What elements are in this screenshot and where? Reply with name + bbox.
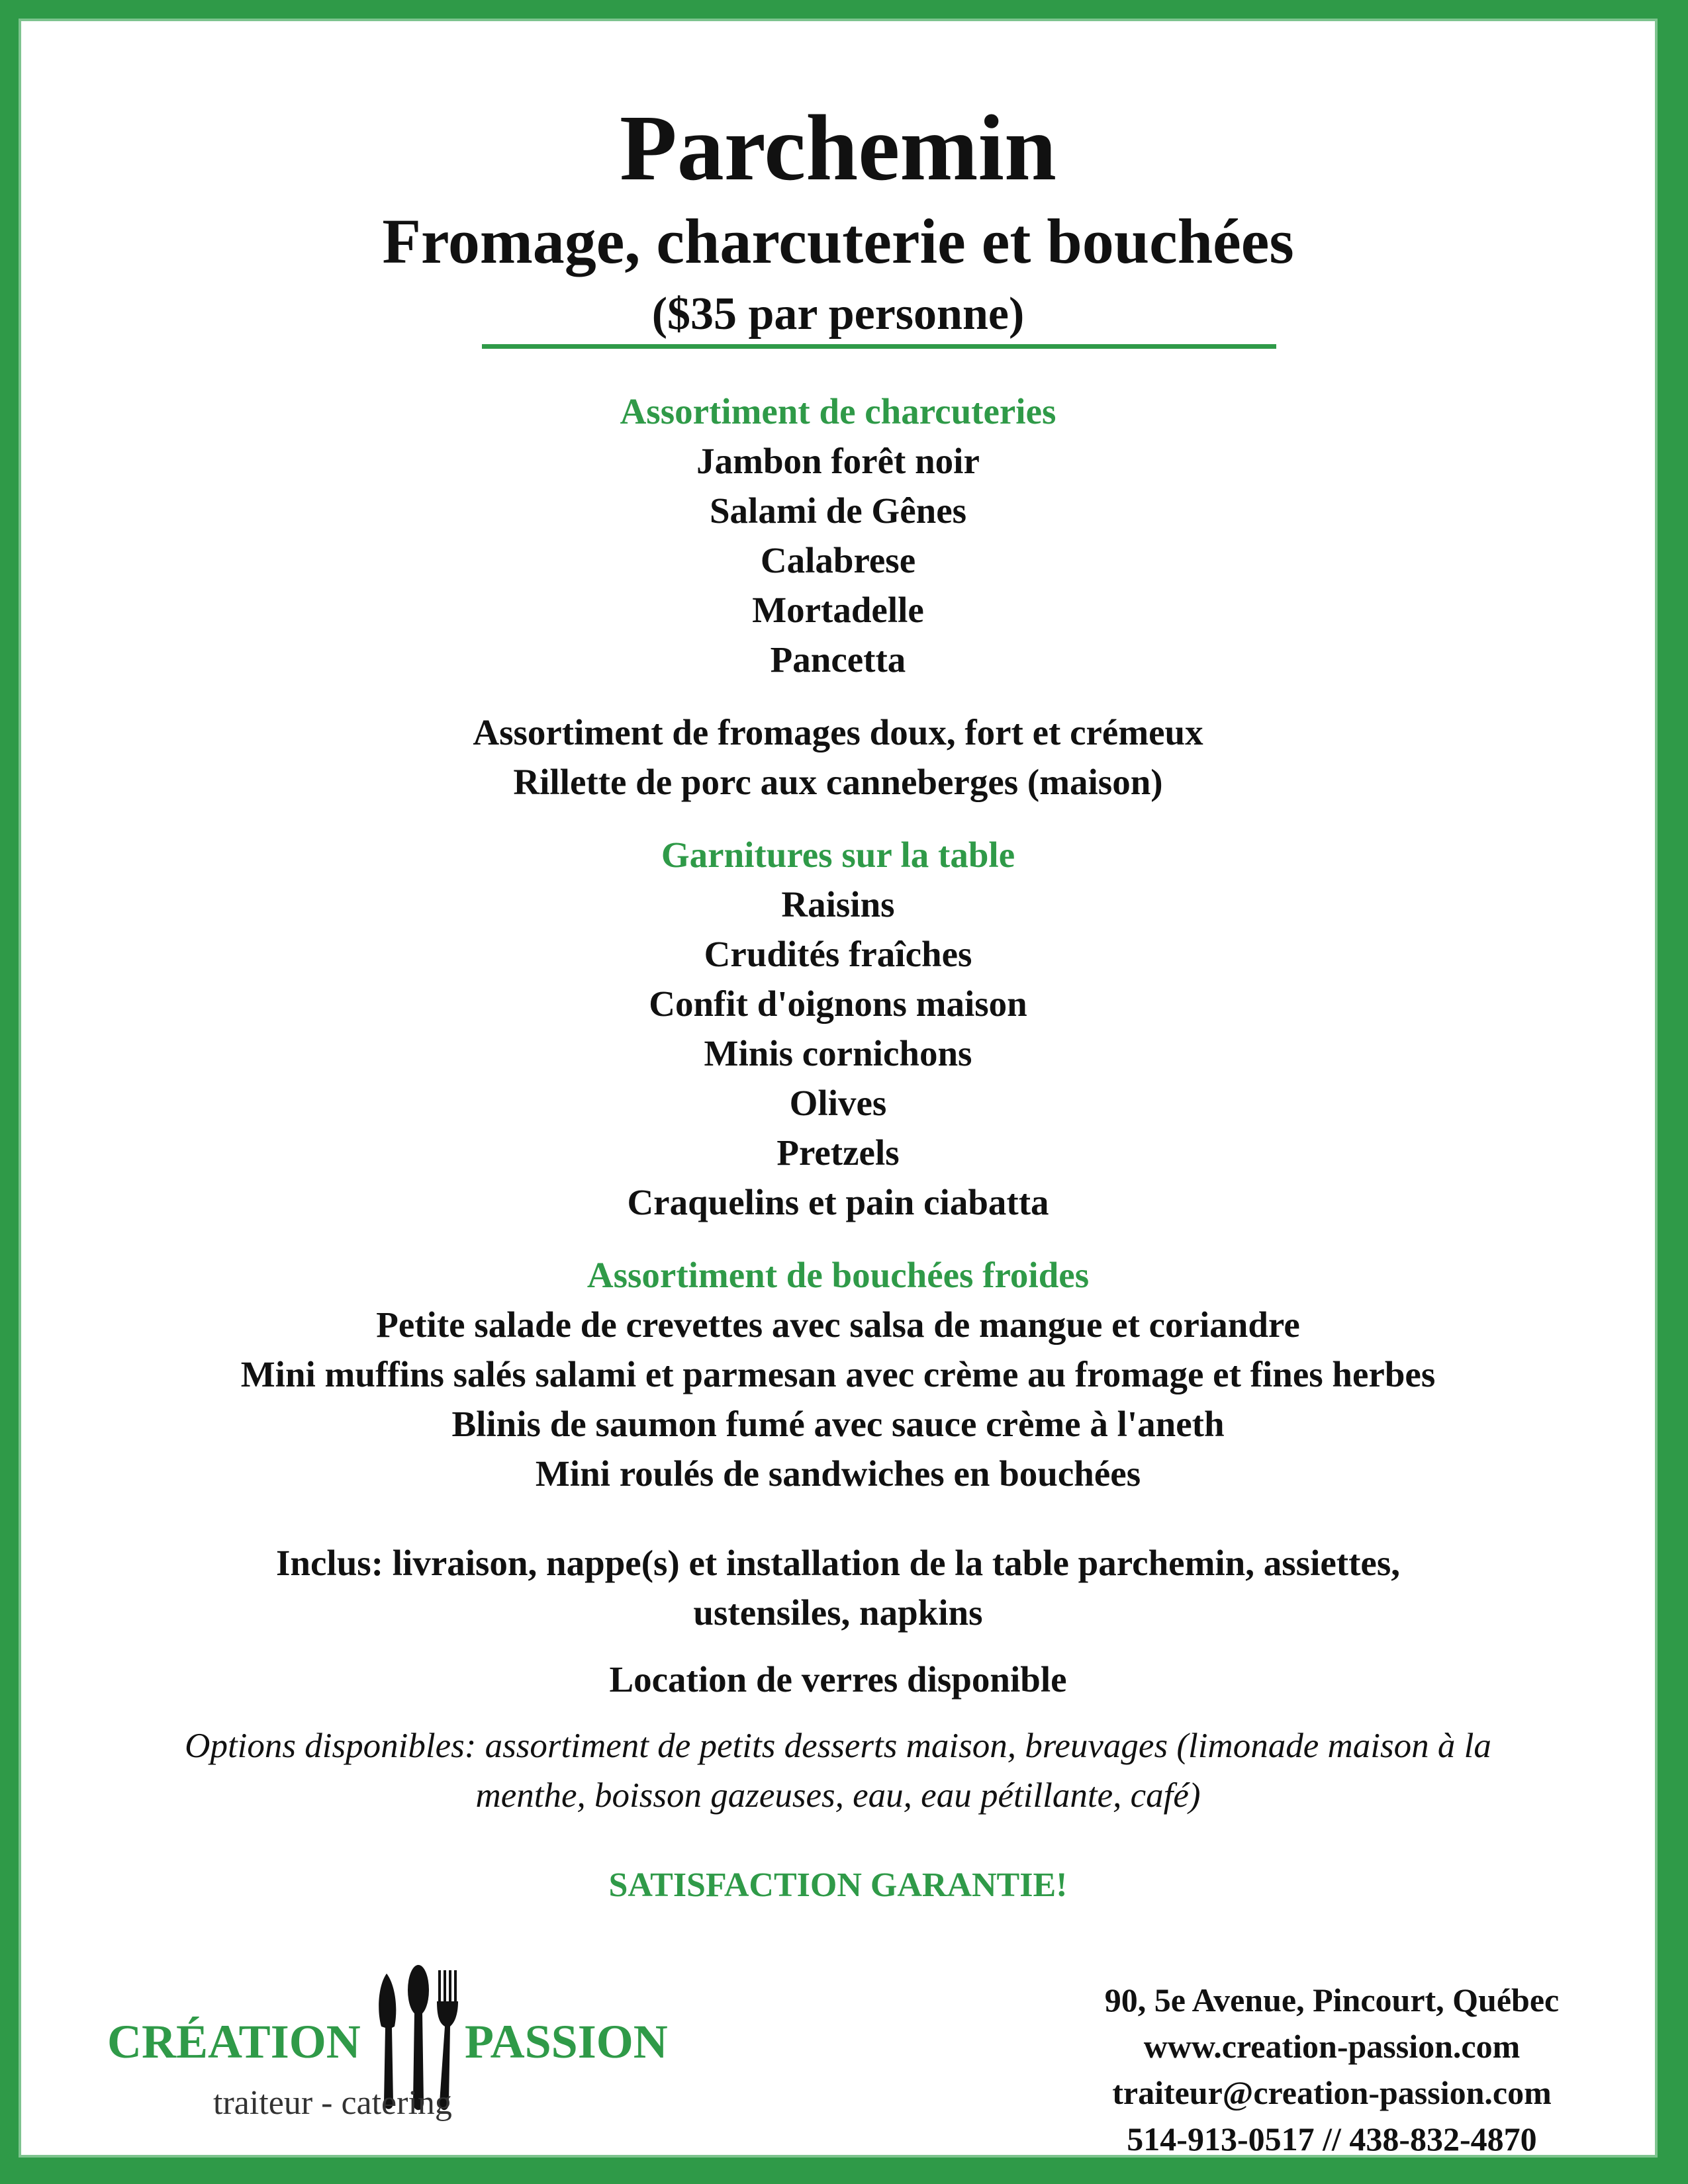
options-note-continued: menthe, boisson gazeuses, eau, eau pétillante, café) bbox=[475, 1776, 1201, 1815]
spacer bbox=[21, 1704, 1655, 1721]
company-logo bbox=[87, 1944, 683, 2122]
price-per-person: ($35 par personne) bbox=[651, 289, 1025, 340]
options-note: Options disponibles: assortiment de petits desserts maison, breuvages (limonade maison à la bbox=[185, 1727, 1491, 1765]
spacer bbox=[21, 1498, 1655, 1538]
menu-content bbox=[21, 387, 1655, 1910]
menu-item: Minis cornichons bbox=[704, 1033, 972, 1073]
address: 90, 5e Avenue, Pincourt, Québec bbox=[1104, 1981, 1560, 2019]
spacer bbox=[21, 807, 1655, 830]
menu-item: Olives bbox=[789, 1083, 887, 1123]
menu-item: Petite salade de crevettes avec salsa de mangue et coriandre bbox=[376, 1304, 1300, 1345]
menu-item: Raisins bbox=[781, 884, 895, 925]
menu-item: Mortadelle bbox=[752, 590, 924, 630]
inclus-note: Inclus: livraison, nappe(s) et installation de la table parchemin, assiettes, bbox=[276, 1543, 1400, 1583]
phone-numbers: 514-913-0517 // 438-832-4870 bbox=[1127, 2120, 1537, 2158]
menu-item: Calabrese bbox=[760, 540, 916, 580]
inclus-note-continued: ustensiles, napkins bbox=[693, 1592, 983, 1633]
menu-item: Mini muffins salés salami et parmesan avec crème au fromage et fines herbes bbox=[240, 1354, 1436, 1394]
menu-item: Salami de Gênes bbox=[709, 490, 967, 531]
title-underline bbox=[482, 344, 1276, 349]
menu-item: Rillette de porc aux canneberges (maison) bbox=[513, 762, 1163, 802]
section-heading-garnitures: Garnitures sur la table bbox=[661, 835, 1015, 875]
page-subtitle: Fromage, charcuterie et bouchées bbox=[382, 206, 1294, 277]
menu-item: Craquelins et pain ciabatta bbox=[627, 1182, 1049, 1222]
logo-word-creation: CRÉATION bbox=[107, 2015, 361, 2068]
menu-item: Blinis de saumon fumé avec sauce crème à l'aneth bbox=[451, 1404, 1225, 1444]
menu-item: Pancetta bbox=[770, 639, 906, 680]
section-heading-charcuteries: Assortiment de charcuteries bbox=[620, 391, 1056, 432]
spacer bbox=[21, 684, 1655, 707]
glass-rental-note: Location de verres disponible bbox=[609, 1659, 1067, 1700]
spacer bbox=[21, 1637, 1655, 1655]
section-heading-bouchees: Assortiment de bouchées froides bbox=[586, 1255, 1090, 1295]
satisfaction-guarantee: SATISFACTION GARANTIE! bbox=[608, 1866, 1068, 1904]
menu-item: Confit d'oignons maison bbox=[649, 983, 1027, 1024]
menu-item: Mini roulés de sandwiches en bouchées bbox=[535, 1453, 1141, 1494]
page-title: Parchemin bbox=[620, 95, 1056, 200]
logo-word-passion: PASSION bbox=[465, 2015, 668, 2068]
menu-page bbox=[19, 19, 1658, 2158]
email-link[interactable]: traiteur@creation-passion.com bbox=[1112, 2074, 1552, 2111]
logo-tagline: traiteur - catering bbox=[213, 2084, 452, 2122]
website-link[interactable]: www.creation-passion.com bbox=[1143, 2028, 1521, 2065]
contact-block bbox=[1034, 1977, 1630, 2162]
menu-item: Jambon forêt noir bbox=[696, 441, 980, 481]
spacer bbox=[21, 1821, 1655, 1860]
menu-item: Pretzels bbox=[776, 1132, 900, 1173]
spacer bbox=[21, 1227, 1655, 1250]
menu-item: Crudités fraîches bbox=[704, 934, 972, 974]
menu-item: Assortiment de fromages doux, fort et crémeux bbox=[473, 712, 1203, 752]
